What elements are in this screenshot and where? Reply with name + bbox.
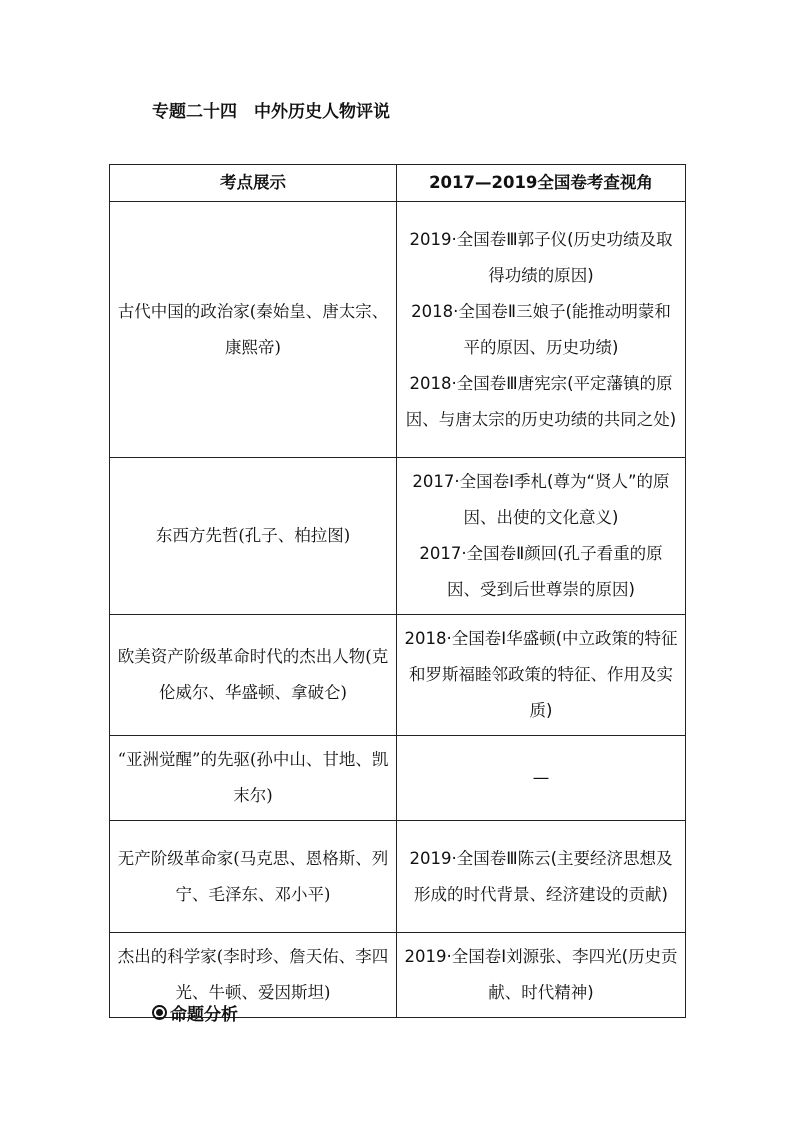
exam-entry: 2019·全国卷Ⅲ陈云(主要经济思想及形成的时代背景、经济建设的贡献)	[409, 848, 673, 904]
exam-angle-cell	[397, 933, 686, 1018]
exam-angle-cell	[397, 736, 686, 821]
exam-entry: 2019·全国卷Ⅲ郭子仪(历史功绩及取得功绩的原因)	[409, 229, 673, 285]
exam-topics-table	[109, 164, 686, 1018]
topic-cell: 无产阶级革命家(马克思、恩格斯、列宁、毛泽东、邓小平)	[110, 821, 397, 933]
topic-cell: 欧美资产阶级革命时代的杰出人物(克伦威尔、华盛顿、拿破仑)	[110, 615, 397, 736]
exam-entry: 2018·全国卷Ⅲ唐宪宗(平定藩镇的原因、与唐太宗的历史功绩的共同之处)	[405, 373, 677, 429]
exam-angle-cell	[397, 202, 686, 458]
topic-cell: 杰出的科学家(李时珍、詹天佑、李四光、牛顿、爱因斯坦)	[110, 933, 397, 1018]
table-row	[110, 615, 686, 736]
page-title: 专题二十四 中外历史人物评说	[152, 102, 390, 122]
exam-entry: 2018·全国卷Ⅰ华盛顿(中立政策的特征和罗斯福睦邻政策的特征、作用及实质)	[404, 629, 678, 720]
exam-entry: 2019·全国卷Ⅰ刘源张、李四光(历史贡献、时代精神)	[404, 947, 678, 1002]
circle-bullet-icon	[152, 1005, 167, 1020]
exam-angle-cell	[397, 615, 686, 736]
section-heading-label: 命题分析	[170, 1005, 238, 1025]
column-header-topic: 考点展示	[110, 165, 397, 202]
exam-angle-cell	[397, 458, 686, 615]
table-row	[110, 202, 686, 458]
table-header-row	[110, 165, 686, 202]
table-row	[110, 821, 686, 933]
exam-entry: 2018·全国卷Ⅱ三娘子(能推动明蒙和平的原因、历史功绩)	[411, 301, 671, 357]
table-row	[110, 458, 686, 615]
exam-angle-cell	[397, 821, 686, 933]
column-header-exam-angle: 2017—2019全国卷考查视角	[397, 165, 686, 202]
section-heading	[152, 1000, 238, 1025]
topic-cell: 古代中国的政治家(秦始皇、唐太宗、康熙帝)	[110, 202, 397, 458]
empty-entry-dash: —	[532, 768, 550, 787]
exam-entry: 2017·全国卷Ⅰ季札(尊为“贤人”的原因、出使的文化意义)	[412, 472, 670, 527]
exam-entry: 2017·全国卷Ⅱ颜回(孔子看重的原因、受到后世尊崇的原因)	[419, 544, 663, 599]
topic-cell: “亚洲觉醒”的先驱(孙中山、甘地、凯末尔)	[110, 736, 397, 821]
table-row	[110, 736, 686, 821]
topic-cell: 东西方先哲(孔子、柏拉图)	[110, 458, 397, 615]
